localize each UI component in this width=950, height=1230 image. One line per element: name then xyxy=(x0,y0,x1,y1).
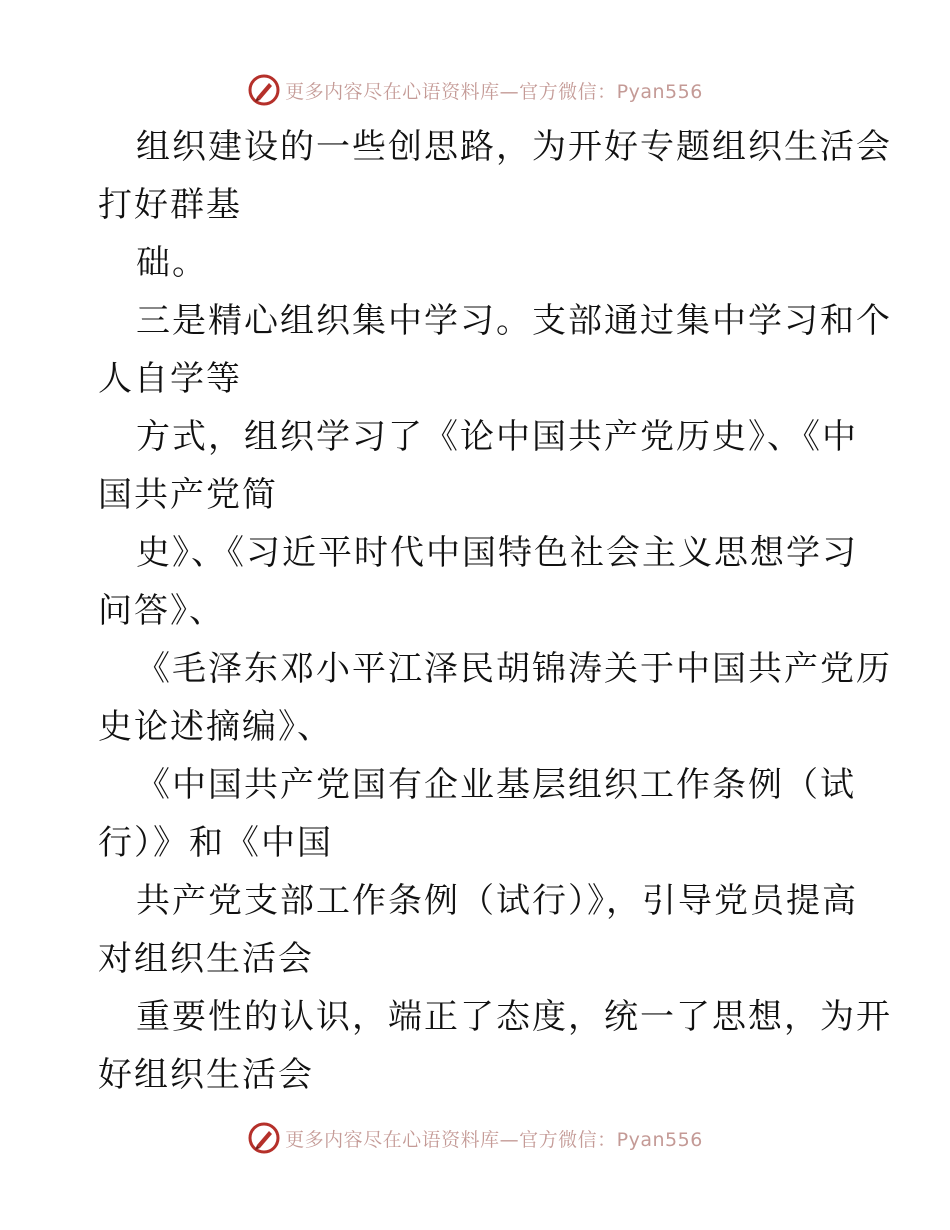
text-line: 共产党支部工作条例（试行）》，引导党员提高 xyxy=(136,881,858,921)
text-line: 《毛泽东邓小平江泽民胡锦涛关于中国共产党历 xyxy=(136,649,892,689)
text-line: 史论述摘编》、 xyxy=(98,707,333,747)
header-watermark xyxy=(0,70,950,110)
text-line: 方式，组织学习了《论中国共产党历史》、《中 xyxy=(136,417,858,457)
text-line: 重要性的认识，端正了态度，统一了思想，为开 xyxy=(136,997,892,1037)
watermark-text: 更多内容尽在心语资料库—官方微信：Pyan556 xyxy=(285,1128,703,1151)
text-line: 《中国共产党国有企业基层组织工作条例（试 xyxy=(136,765,856,805)
text-line: 史》、《习近平时代中国特色社会主义思想学习 xyxy=(136,533,858,573)
text-line: 打好群基 xyxy=(98,185,242,225)
text-line: 组织建设的一些创思路，为开好专题组织生活会 xyxy=(136,127,892,167)
text-line: 国共产党简 xyxy=(98,475,278,515)
text-line: 好组织生活会 xyxy=(98,1055,314,1095)
text-line: 问答》、 xyxy=(98,591,225,631)
text-line: 行）》和《中国 xyxy=(98,823,333,863)
text-line: 础。 xyxy=(136,243,208,283)
text-line: 对组织生活会 xyxy=(98,939,314,979)
pen-circle-logo-icon xyxy=(247,73,281,107)
pen-circle-logo-icon xyxy=(247,1121,281,1155)
text-line: 三是精心组织集中学习。支部通过集中学习和个 xyxy=(136,301,892,341)
watermark-text: 更多内容尽在心语资料库—官方微信：Pyan556 xyxy=(285,80,703,103)
footer-watermark xyxy=(0,1118,950,1158)
text-line: 人自学等 xyxy=(98,359,242,399)
